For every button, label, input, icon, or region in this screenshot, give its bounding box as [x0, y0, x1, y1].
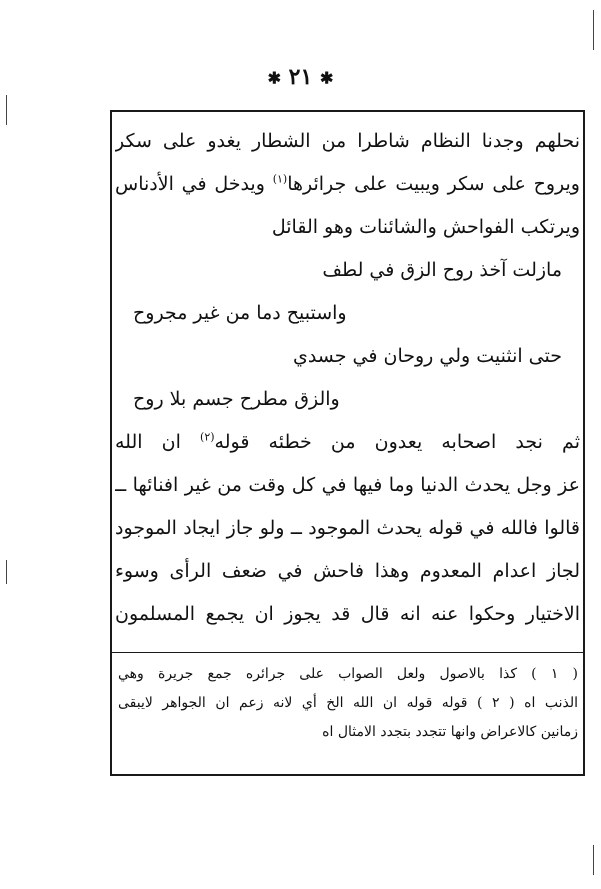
text-line: الاختيار وحكوا عنه انه قال قد يجوز ان يجمع المسلمون: [115, 603, 580, 625]
text-line: قالوا فالله في قوله يحدث الموجود ــ ولو جاز ايجاد الموجود: [115, 517, 580, 539]
text-segment: ويروح على سكر ويبيت على جرائرها: [287, 173, 580, 195]
poem-verse: حتى انثنيت ولي روحان في جسدي: [292, 345, 562, 367]
page-number: [0, 64, 601, 90]
footnote-ref: (٢): [200, 430, 215, 444]
text-segment: ان الله: [115, 431, 181, 453]
poem-verse: والزق مطرح جسم بلا روح: [133, 388, 340, 410]
footnote-line: زمانين كالاعراض وانها تتجدد بتجدد الامثال اه: [322, 724, 578, 740]
poem-verse: مازلت آخذ روح الزق في لطف: [322, 259, 562, 281]
footnote-line: ( ١ ) كذا بالاصول ولعل الصواب على جرائره جمع جريرة وهي: [118, 666, 578, 682]
text-line: ويرتكب الفواحش والشائنات وهو القائل: [271, 216, 580, 238]
footnote-line: [118, 689, 578, 718]
text-segment: ثم نجد اصحابه يعدون من خطئه قوله: [214, 431, 580, 453]
page-number-value: ٢١: [288, 64, 313, 90]
footnote-divider: [110, 652, 585, 653]
footnote-ref: (١): [272, 172, 288, 186]
ornament-star-icon: ✱: [319, 68, 334, 88]
text-line: عز وجل يحدث الدنيا وما فيها في كل وقت من غير افنائها ــ: [115, 474, 580, 496]
poem-verse: واستبيح دما من غير مجروح: [133, 302, 347, 324]
text-line: نحلهم وجدنا النظام شاطرا من الشطار يغدو على سكر: [115, 130, 580, 152]
margin-mark-right-lower: [593, 845, 594, 875]
ornament-star-icon: ✱: [267, 68, 281, 88]
text-line: [115, 163, 580, 206]
footnotes: [118, 660, 578, 747]
main-text: [115, 120, 580, 636]
text-segment: ويدخل في الأدناس: [115, 173, 265, 195]
margin-mark-left: [6, 95, 7, 125]
margin-mark-right: [593, 10, 594, 50]
footnote-segment: ( ٢ ) قوله قوله ان الله الخ أي لانه زعم ان الجواهر لايبقى: [118, 695, 515, 711]
margin-mark-left-lower: [6, 560, 7, 584]
footnote-segment: الذنب اه: [524, 695, 578, 711]
text-line: لجاز اعدام المعدوم وهذا فاحش في ضعف الرأى وسوء: [115, 560, 580, 582]
text-line: [115, 421, 580, 464]
